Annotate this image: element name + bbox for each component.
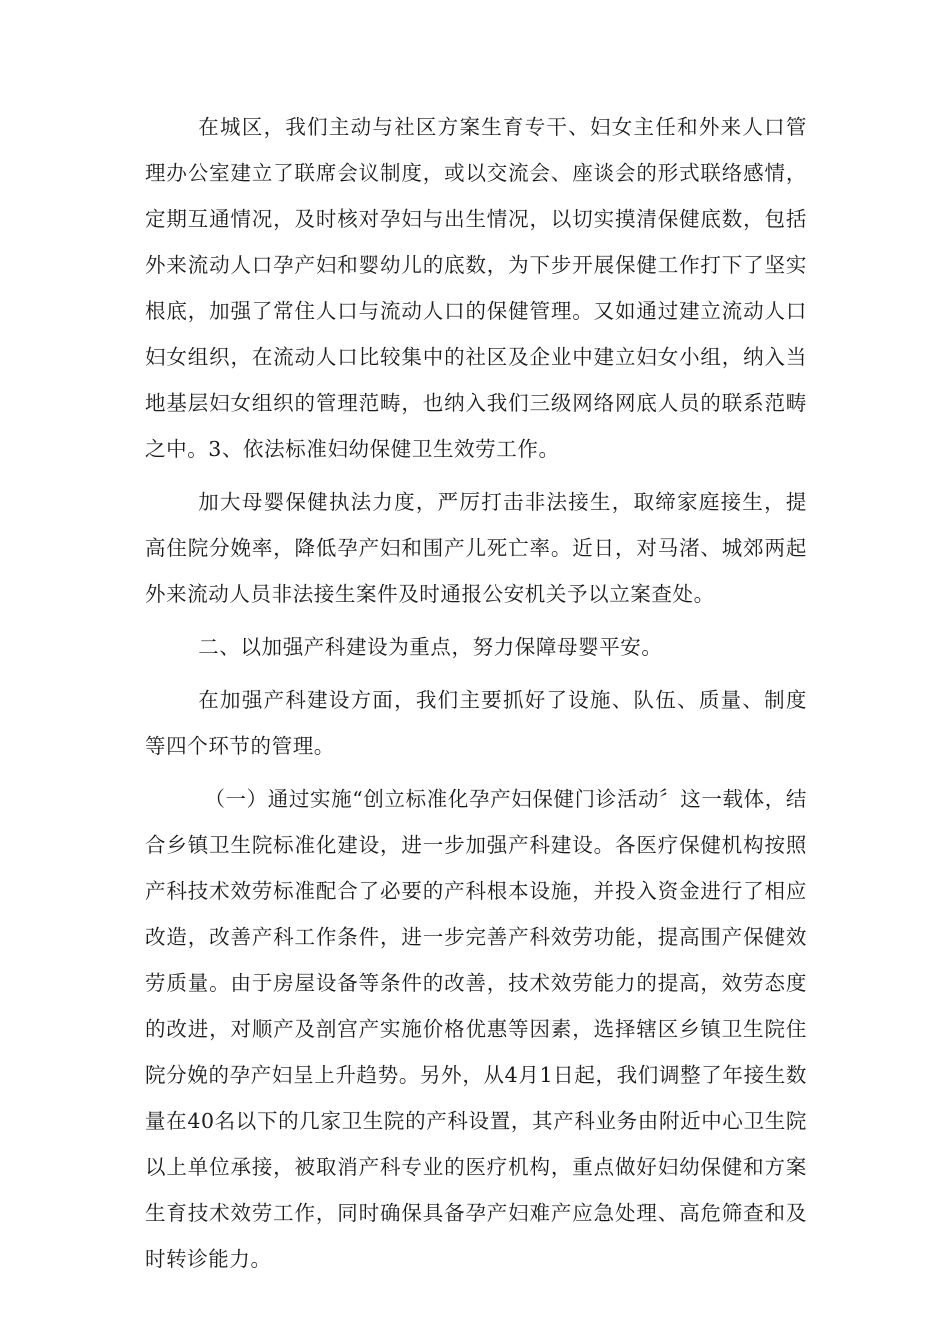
paragraph-standardized-clinic: （一）通过实施“创立标准化孕产妇保健门诊活动〞这一载体，结合乡镇卫生院标准化建设，进一步加强产科建设。各医疗保健机构按照产科技术效劳标准配合了必要的产科根本设施，并投入资金进行了相应改造，改善产科工作条件，进一步完善产科效劳功能，提高围产保健效劳质量。由于房屋设备等条件的改善，技术效劳能力的提高，效劳态度的改进，对顺产及剖宫产实施价格优惠等因素，选择辖区乡镇卫生院住院分娩的孕产妇呈上升趋势。另外，从4月1日起，我们调整了年接生数量在40名以下的几家卫生院的产科设置，其产科业务由附近中心卫生院以上单位承接，被取消产科专业的医疗机构，重点做好妇幼保健和方案生育技术效劳工作，同时确保具备孕产妇难产应急处理、高危筛查和及时转诊能力。 <box>145 787 807 1271</box>
paragraph-urban-coordination: 在城区，我们主动与社区方案生育专干、妇女主任和外来人口管理办公室建立了联席会议制度，或以交流会、座谈会的形式联络感情，定期互通情况，及时核对孕妇与出生情况，以切实摸清保健底数，包括外来流动人口孕产妇和婴幼儿的底数，为下步开展保健工作打下了坚实根底，加强了常住人口与流动人口的保健管理。又如通过建立流动人口妇女组织，在流动人口比较集中的社区及企业中建立妇女小组，纳入当地基层妇女组织的管理范畴，也纳入我们三级网络网底人员的联系范畴之中。3、依法标准妇幼保健卫生效劳工作。 <box>145 115 807 461</box>
paragraph-enforcement: 加大母婴保健执法力度，严厉打击非法接生，取缔家庭接生，提高住院分娩率，降低孕产妇和围产儿死亡率。近日，对马渚、城郊两起外来流动人员非法接生案件及时通报公安机关予以立案查处。 <box>145 490 807 606</box>
document-body <box>145 104 807 1289</box>
paragraph-obstetrics-overview: 在加强产科建设方面，我们主要抓好了设施、队伍、质量、制度等四个环节的管理。 <box>145 688 807 758</box>
section-heading-obstetrics: 二、以加强产科建设为重点，努力保障母婴平安。 <box>198 635 663 659</box>
